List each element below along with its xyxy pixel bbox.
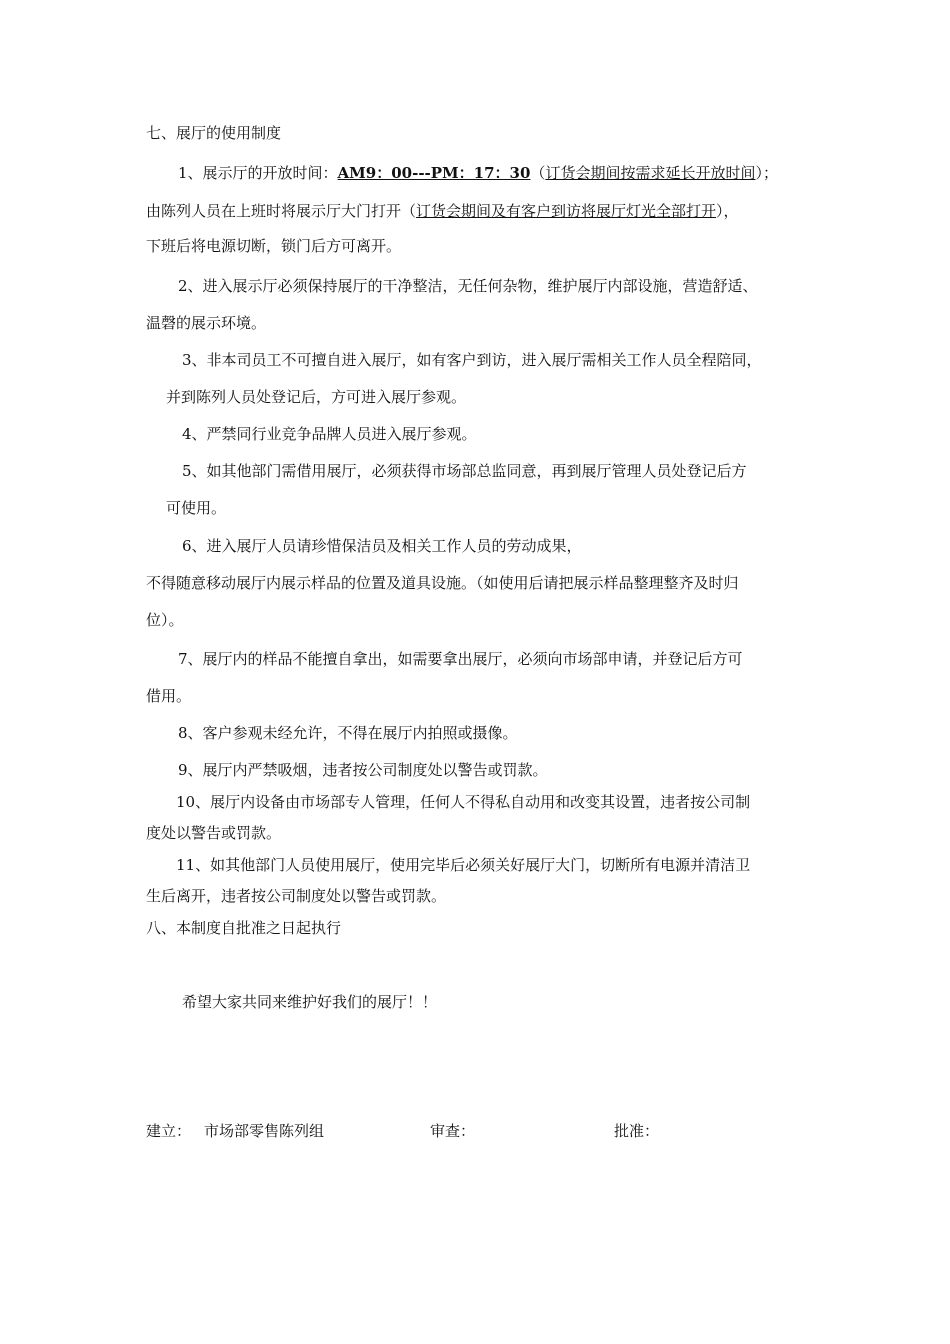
rule-5-line-1: 5、如其他部门需借用展厅，必须获得市场部总监同意，再到展厅管理人员处登记后方 (182, 462, 747, 480)
rule-9: 9、展厅内严禁吸烟，违者按公司制度处以警告或罚款。 (178, 761, 548, 779)
rule-1-line-1 (178, 163, 778, 183)
rule-6-line-3: 位）。 (146, 611, 184, 629)
rule-1-note-2: 订货会期间及有客户到访将展厅灯光全部打开 (416, 202, 717, 220)
rule-3-line-1: 3、非本司员工不可擅自进入展厅，如有客户到访，进入展厅需相关工作人员全程陪同， (182, 351, 762, 369)
closing-message: 希望大家共同来维护好我们的展厅！！ (182, 993, 438, 1011)
opening-hours: AM9：00---PM：17：30 (337, 164, 531, 182)
rule-10-line-2: 度处以警告或罚款。 (146, 824, 282, 842)
rule-5-line-2: 可使用。 (166, 499, 227, 517)
rule-11-line-2: 生后离开，违者按公司制度处以警告或罚款。 (146, 887, 447, 905)
section-7-heading: 七、展厅的使用制度 (146, 124, 282, 142)
rule-1-line-2-a: 由陈列人员在上班时将展示厅大门打开（ (146, 202, 417, 220)
rule-1-line-2 (146, 201, 739, 221)
paren-close: ）； (755, 164, 778, 182)
rule-1-note-1: 订货会期间按需求延长开放时间 (545, 164, 756, 182)
rule-3-line-2: 并到陈列人员处登记后，方可进入展厅参观。 (166, 388, 467, 406)
rule-2-line-2: 温磬的展示环境。 (146, 314, 267, 332)
rule-4: 4、严禁同行业竞争品牌人员进入展厅参观。 (182, 425, 477, 443)
rule-1-prefix: 1、展示厅的开放时间： (178, 164, 338, 182)
rule-6-line-1: 6、进入展厅人员请珍惜保洁员及相关工作人员的劳动成果， (182, 537, 582, 555)
rule-1-line-3: 下班后将电源切断，锁门后方可离开。 (146, 237, 402, 255)
rule-7-line-2: 借用。 (146, 687, 192, 705)
rule-10-line-1: 10、展厅内设备由市场部专人管理，任何人不得私自动用和改变其设置，违者按公司制 (176, 793, 751, 811)
rule-2-line-1: 2、进入展示厅必须保持展厅的干净整洁，无任何杂物，维护展厅内部设施，营造舒适、 (178, 277, 758, 295)
approve-label: 批准： (614, 1122, 660, 1140)
paren-open: （ (530, 164, 546, 182)
created-by-label: 建立： (146, 1122, 192, 1140)
rule-1-line-2-b: ）， (716, 202, 739, 220)
rule-6-line-2: 不得随意移动展厅内展示样品的位置及道具设施。（如使用后请把展示样品整理整齐及时归 (146, 574, 739, 592)
rule-7-line-1: 7、展厅内的样品不能擅自拿出，如需要拿出展厅，必须向市场部申请，并登记后方可 (178, 650, 743, 668)
created-by-value: 市场部零售陈列组 (204, 1122, 325, 1140)
review-label: 审查： (430, 1122, 476, 1140)
section-8-heading: 八、本制度自批准之日起执行 (146, 919, 342, 937)
rule-8: 8、客户参观未经允许，不得在展厅内拍照或摄像。 (178, 724, 518, 742)
rule-11-line-1: 11、如其他部门人员使用展厅，使用完毕后必须关好展厅大门，切断所有电源并清洁卫 (176, 856, 751, 874)
